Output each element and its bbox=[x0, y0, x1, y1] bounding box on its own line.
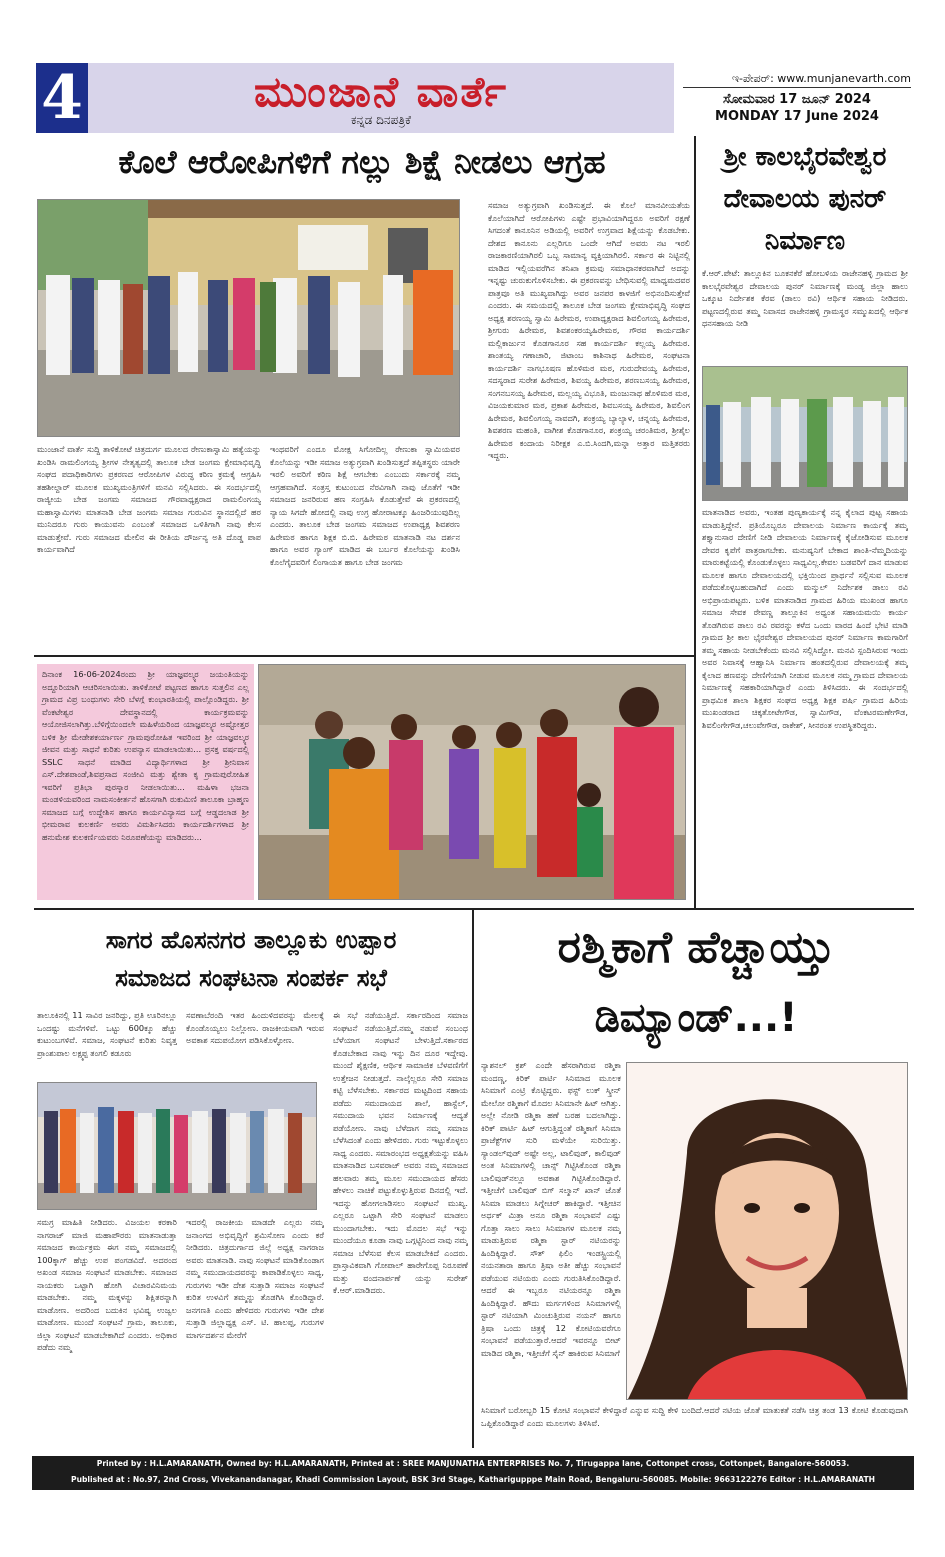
article2-intro: ಕೆ.ಆರ್.ಪೇಟೆ: ತಾಲ್ಲೂಕಿನ ಬೂಕನಕೆರೆ ಹೋಬಳಿಯ ರಾಜೇನಹಳ್ಳಿ ಗ್ರಾಮದ ಶ್ರೀ ಕಾಲಭೈರವೇಶ್ವರ ದೇವಾಲಯ ಪುನರ್ ನಿರ್ಮಾಣಕ್ಕೆ ಮಂಡ್ಯ ಜಿಲ್ಲಾ ಹಾಲು ಒಕ್ಕೂಟ ನಿರ್ದೇಶಕ ಕೆರವ (ಡಾಲು ರವಿ) ಆರ್ಥಿಕ ಸಹಾಯ ನೀಡಿದರು. ಪಟ್ಟಣದಲ್ಲಿರುವ ತಮ್ಮ ನಿವಾಸದ ರಾಜೇನಹಳ್ಳಿ ಗ್ರಾಮಸ್ಥರ ಸಮ್ಮುಖದಲ್ಲಿ ಆರ್ಥಿಕ ಧನಸಹಾಯ ನೀಡಿ bbox=[702, 268, 908, 328]
article2-body: ಮಾತನಾಡಿದ ಅವರು, ಇಂತಹ ಪುಣ್ಯಕಾರ್ಯಕ್ಕೆ ನನ್ನ ಕೈಲಾದ ಪುಟ್ಟ ಸಹಾಯ ಮಾಡುತ್ತಿದ್ದೇನೆ. ಪ್ರತಿಯೊಬ್ಬರೂ ದೇವಾಲಯ ನಿರ್ಮಾಣ ಕಾರ್ಯಕ್ಕೆ ತಮ್ಮ ಶಕ್ತ್ಯಾನುಸಾರ ದೇಣಿಗೆ ನೀಡಿ ದೇವಾಲಯ ನಿರ್ಮಾಣಕ್ಕೆ ಕೈಜೋಡಿಸುವ ಮೂಲಕ ದೇವರ ಕೃಪೆಗೆ ಪಾತ್ರರಾಗಬೇಕು. ಮನುಷ್ಯನಿಗೆ ಬೇಕಾದ ಶಾಂತಿ-ನೆಮ್ಮದಿಯನ್ನು ಮಾರುಕಟ್ಟೆಯಲ್ಲಿ ಕೊಂಡುಕೊಳ್ಳಲು ಸಾಧ್ಯವಿಲ್ಲ.ಕೇವಲ ಬಡವರಿಗೆ ದಾನ ಮಾಡುವ ಮೂಲಕ ಹಾಗೂ ದೇವಾಲಯದಲ್ಲಿ ಭಕ್ತಿಯಿಂದ ಪ್ರಾರ್ಥನೆ ಸಲ್ಲಿಸುವ ಮೂಲಕ ಪಡೆದುಕೊಳ್ಳಬಹುದಾಗಿದೆ ಎಂದು ಮನ್ಮುಲ್ ನಿರ್ದೇಶಕ ಡಾಲು ರವಿ ಅಭಿಪ್ರಾಯಪಟ್ಟರು. ಬಳಿಕ ಮಾತನಾಡಿದ ಗ್ರಾಮದ ಹಿರಿಯ ಮುಖಂಡ ಹಾಗೂ ಸಮಾಜ ಸೇವಕ ರೇವಣ್ಣ ತಾಲ್ಲೂಕಿನ ಅಧ್ಯಂತ ಸಹಾಯಮಯಿ ಕಾರ್ಯ ತೊಡಗಿರುವ ಡಾಲು ರವಿ ರವರನ್ನು ಕಳೆದ ಒಂದು ವಾರದ ಹಿಂದೆ ಭೇಟಿ ಮಾಡಿ ಗ್ರಾಮದ ಶ್ರೀ ಕಾಲ ಭೈರವೇಶ್ವರ ದೇವಾಲಯದ ಪುನರ್ ನಿರ್ಮಾಣ ಕಾಮಗಾರಿಗೆ ತಮ್ಮ ಸಹಾಯ ನೀಡಬೇಕೆಂದು ಮನವಿ ಸಲ್ಲಿಸಿದ್ದೋ. ಮನವಿ ಸ್ಪಂದಿಸಿರುವ ಇಂದು ಅವರ ನಿವಾಸಕ್ಕೆ ಆಹ್ವಾನಿಸಿ ನಿರ್ಮಾಣ ಹಂತದಲ್ಲಿರುವ ದೇವಾಲಯಕ್ಕೆ ತಮ್ಮ ಕೈಲಾದ ಹಣವನ್ನು ದೇಣಿಗೆಯಾಗಿ ನೀಡುವ ಮೂಲಕ ನಮ್ಮ ಗ್ರಾಮದ ದೇವಾಲಯ ನಿರ್ಮಾಣಕ್ಕೆ ಸಹಕಾರಿಯಾಗಿದ್ದಾರೆ ಎಂದು ತಿಳಿಸಿದರು. ಈ ಸಂದರ್ಭದಲ್ಲಿ ಪ್ರಾಥಮಿಕ ಶಾಲಾ ಶಿಕ್ಷಕರ ಸಂಘದ ಅಧ್ಯಕ್ಷ ಶಿಕ್ಷಕ ಪರ್ಷಿ ಗ್ರಾಮದ ಹಿರಿಯ ಮುಖಂಡರಾದ ಚಿಕ್ಕತೋಟೇಗೌಡ, ಸ್ವಾಮಿಗೌಡ, ವೆಂಕಟರಮಣೇಗೌಡ, ಶಿವಲಿಂಗೇಗೌಡ,ಚಲುವೇಗೌಡ, ರಾಕೇಶ್, ಸೀನರಂತ ಉಪಸ್ಥಿತರಿದ್ದರು. bbox=[702, 507, 908, 730]
article3-text-box: ದಿನಾಂಕ 16-06-2024ರಂದು ಶ್ರೀ ಯಾಜ್ಞವಲ್ಕ್ಯರ ಜಯಂತಿಯನ್ನು ಅದ್ದೂರಿಯಾಗಿ ಆಚರಿಸಲಾಯಿತು. ತಾಳಿಕೋಟೆ ಪಟ್ಟಣದ ಹಾಗೂ ಸುತ್ತಲಿನ ಎಲ್ಲ ಗ್ರಾಮದ ವಿಪ್ರ ಬಂಧುಗಳು ಸೇರಿ ಬೆಳಗ್ಗೆ ಕುಂಭಾರತಿಯಲ್ಲಿ ಪಾಲ್ಗೊಂಡಿದ್ದರು. ಶ್ರೀ ವೆಂಕಟೇಶ್ವರ ದೇವಸ್ಥಾನದಲ್ಲಿ ಕಾರ್ಯಕ್ರಮವನ್ನು ಆಯೋಜಿಸಲಾಗಿತ್ತು.ಬೆಳಿಗ್ಗೆಯಿಂದಲೇ ಮಹಿಳೆಯರಿಂದ ಯಾಜ್ಞವಲ್ಕ್ಯರ ಅಷ್ಟೋತ್ತರ ಬಳಿಕ ಶ್ರೀ ಮೇಡೇಶಕರ್ಯಾರ್ಣ ಗ್ರಾಮಪುರೋಹಿತ ಇವರಿಂದ ಶ್ರೀ ಯಾಜ್ಞವಲ್ಕ್ಯರ ಜೀವನ ಮತ್ತು ಸಾಧನೆ ಕುರಿತು ಉಪನ್ಯಾಸ ಮಾಡಲಾಯಿತು... ಪ್ರಸಕ್ತ ವರ್ಷದಲ್ಲಿ SSLC ಸಾಧನೆ ಮಾಡಿದ ವಿದ್ಯಾರ್ಥಿಗಳಾದ ಶ್ರೀ ಶ್ರೀನಿವಾಸ ಎಸ್.ದೇಶಪಾಂಡೆ,ಶಿವಪ್ರಸಾದ ಸಂಜೀವಿ ಮತ್ತು ಶ್ವೇತಾ ಕೃ ಗ್ರಾಮಪುರೋಹಿತ ಇವರಿಗೆ ಪ್ರತಿಭಾ ಪುರಸ್ಕಾರ ನೀಡಲಾಯಿತು... ಮಹಿಳಾ ಭಜನಾ ಮಂಡಳಿಯವರಿಂದ ನಾಮಸಂಕೀರ್ತನೆ ಹೊಸಗಾಗಿ ರುಕುಮಿಣಿ ತಾಲೂಕಾ ಬ್ರಾಹ್ಮಣ ಸಮಾಜದ ಬಗ್ಗೆ ಉದ್ದೇಶಿಸ ಹಾಗೂ ಕಾರ್ಯವಿನ್ಯಾಸದ ಬಗ್ಗೆ ಆಡ್ಡದಲಾಡ ಶ್ರೀ ಭೀಮರಾವ ಕುಲಕರ್ಣಿ ಅವರು ವಿಮರ್ಶಿಸಿದರು ಕಾರ್ಯದರ್ಶಿಗಳಾದ ಶ್ರೀ ಹನುಮೇಶ ಕುಲಕರ್ಣಿಯವರು ನಿರೂಪಣೆಯನ್ನು ಮಾಡಿದರು... bbox=[37, 664, 254, 900]
imprint-line-2: Published at : No.97, 2nd Cross, Vivekanandanagar, Khadi Commission Layout, BSK 3rd Stage, Katharigupppe Main Road, Bengaluru-560085. Mobile: 9663122276 Editor : H.L.AMARANATH bbox=[71, 1475, 875, 1484]
article5-headline-line2: ಡಿಮ್ಯಾಂಡ್...! bbox=[594, 995, 798, 1041]
article1-photo bbox=[37, 199, 460, 437]
imprint-line-1: Printed by : H.L.AMARANATH, Owned by: H.L.AMARANATH, Printed at : SREE MANJUNATHA ENTERPRISES No. 7, Tirugappa lane, Cottonpet cross, Cottonpet, Bangalore-560053. bbox=[96, 1459, 850, 1468]
article5-photo bbox=[626, 1062, 908, 1400]
article4-bottom-column-1: ಸಮಗ್ರ ಮಾಹಿತಿ ನೀಡಿದರು. ವಿಜಯಲ ಕರಕಾರಿ ನಾಗರಾಜ್ ಮಾಜಿ ಮಹಾಪೌರರು ಮಾತನಾಡುತ್ತಾ ಸಮಾಜದ ಕಾರ್ಯಕ್ರಮ ಈಗ ನಮ್ಮ ಸಮಾಜದಲ್ಲಿ 100ಕ್ಕಾಗ್ ಹೆಚ್ಚು ಉಪ ಪಂಗಡವಿದೆ. ಅದರಂದ ಅಖಂಡ ಸಮಾಜ ಸಂಘಟನೆ ಮಾಡಬೇಕು. ಸಮಾಜದ ನಾಯಕರು ಒಟ್ಟಾಗಿ ಹೋಗಿ ವಿಚಾರವಿನಿಮಯ ಮಾಡಬೇಕು. ನಮ್ಮ ಮಕ್ಕಳನ್ನು ಶಿಕ್ಷಿತರನ್ನಾಗಿ ಮಾಡೋಣ. ಅದರಿಂದ ಬದುಕಿನ ಭವಿಷ್ಯ ಉಜ್ವಲ ಮಾಡೋಣ. ಮುಂದೆ ಸಂಘಟನೆ ಗ್ರಾಮ, ತಾಲೂಕು, ಜಿಲ್ಲಾ ಸಂಘಟನೆ ಮಾಡಬೇಕಾಗಿದೆ ಎಂದರು. ಅಧಿಕಾರ ಪಡೆದು ನಮ್ಮ bbox=[37, 1217, 177, 1352]
column-divider bbox=[694, 136, 696, 908]
website-link[interactable]: ಇ-ಪೇಪರ್: www.munjanevarth.com bbox=[683, 72, 911, 88]
masthead-tagline: ಕನ್ನಡ ದಿನಪತ್ರಿಕೆ bbox=[350, 113, 411, 127]
article4-headline-line2: ಸಮಾಜದ ಸಂಘಟನಾ ಸಂಪರ್ಕ ಸಭೆ bbox=[115, 964, 387, 992]
article4-bottom-column-2: ಇದರಲ್ಲಿ ರಾಜಕೀಯ ಮಾಡದೇ ಎಲ್ಲರು ನಮ್ಮ ಜನಾಂಗದ ಅಭಿವೃದ್ಧಿಗೆ ಶ್ರಮಿಸೋಣ ಎಂದು ಕರೆ ನೀಡಿದರು. ಚಿತ್ರದುರ್ಗಾದ ಜಿಲ್ಲೆ ಅಧ್ಯಕ್ಷ ನಾಗರಾಜ ಅವರು ಮಾತನಾಡಿ. ನಾವು ಸಂಘಟನೆ ಮಾಡಿಕೊಂಡಾಗ ನಮ್ಮ ಸಮುದಾಯದವರನ್ನು ಕಾಪಾಡಿಕೊಳ್ಳಲು ಸಾಧ್ಯ, ಗುರುಗಳು ಇಡೀ ದೇಶ ಸುತ್ತಾಡಿ ಸಮಾಜ ಸಂಘಟನೆ ಕುರಿತ ಉಳವಿಗೆ ತಮ್ಮನ್ನು ತೊಡಗಿಸಿ ಕೊಂಡಿದ್ದಾರೆ. ಜನಗಣತಿ ಎಂದು ಹೇಳಿದರು ಗುರುಗಳು ಇಡೀ ದೇಶ ಸುತ್ತಾಡಿ ಜಿಲ್ಲಾಧ್ಯಕ್ಷ ಎಸ್. ಟಿ. ಹಾಲಪ್ಪ, ಗುರುಗಳ ಮಾರ್ಗದರ್ಶನ ಮೇರೆಗೆ bbox=[186, 1217, 324, 1340]
masthead-title: ಮುಂಜಾನೆ ವಾರ್ತೆ bbox=[253, 67, 509, 116]
date-english: MONDAY 17 June 2024 bbox=[715, 109, 879, 124]
imprint-footer bbox=[32, 1456, 914, 1490]
section-divider bbox=[34, 908, 914, 910]
date-kannada: ಸೋಮವಾರ 17 ಜೂನ್ 2024 bbox=[723, 92, 871, 107]
article5-closing: ಸಿನಿಮಾಗೆ ಬರೋಬ್ಬರಿ 15 ಕೋಟಿ ಸಂಭಾವನೆ ಕೇಳಿದ್ದಾರೆ ಎನ್ನುವ ಸುದ್ದಿ ಕೇಳಿ ಬಂದಿದೆ.ಆದರೆ ನಟಿಯ ಜೊತೆ ಮಾತುಕತೆ ನಡೆಸಿ ಚಿತ್ರ ತಂಡ 13 ಕೋಟಿ ಕೊಡುವುದಾಗಿ ಒಪ್ಪಿಕೊಂಡಿದ್ದಾರೆ ಎಂದು ಮೂಲಗಳು ತಿಳಿಸಿವೆ. bbox=[481, 1405, 908, 1428]
article4-column-3: ಈ ಸಭೆ ನಡೆಯುತ್ತಿದೆ. ಸರ್ಕಾರದಿಂದ ಸಮಾಜ ಸಂಘಟನೆ ನಡೆಯುತ್ತಿದೆ.ನಮ್ಮ ನಡುವೆ ಸಂಬಂಧ ಬೆಳೆಯಾಗ ಸಂಘಟನೆ ಬೇಳುತ್ತಿದೆ.ಸರ್ಕಾರದ ಕೊಡಬೇಕಾದ ನಾವು ಇನ್ನು ದಿನ ದೂರ ಇದ್ದೇವು. ಮುಂದೆ ಶೈಕ್ಷಣಿಕ, ಆರ್ಥಿಕ ಸಾಮಾಜಿಕ ಬೆಳವಣಿಗೆಗೆ ಉತ್ತೇಜನ ನೀಡುತ್ತದೆ. ನಾಲ್ಕೆಲ್ಲರೂ ಸೇರಿ ಸಮಾಜ ಕಟ್ಟಿ ಬೆಳೆಸಬೇಕು. ಸರ್ಕಾರದ ಮಟ್ಟದಿಂದ ಸಹಾಯ ಪಡೆದು ಸಮುದಾಯದ ಶಾಲೆ, ಹಾಸ್ಟೆಲ್, ಸಮುದಾಯ ಭವನ ನಿರ್ಮಾಣಕ್ಕೆ ಆದ್ಯತೆ ಪಡೆಯೋಣ. ನಾವು ಬೆಳೆದಾಗ ನಮ್ಮ ಸಮಾಜ ಬೆಳೆಸಿದಂತೆ ಎಂದು ಹೇಳಿದರು. ಗುರು ಇಟ್ಟುಕೊಳ್ಳಲು ಸಾಧ್ಯ ಎಂದರು. ಸಮಾರಂಭದ ಅಧ್ಯಕ್ಷತೆಯನ್ನು ವಹಿಸಿ ಮಾತನಾಡಿದ ಬಸವರಾಜ್ ಅವರು ನಮ್ಮ ಸಮಾಜದ ಹಲವಾರು ತಮ್ಮ ಮೂಲ ಸಮುದಾಯದ ಹೆಸರು ಹೇಳಲು ನಾಚಿಕೆ ಪಟ್ಟುಕೊಳ್ಳುತ್ತಿರುವ ದಿನದಲ್ಲಿ ಇದೆ. ಇದನ್ನು ಹೋಗಲಾಡಿಸಲು ಸಂಘಟನೆ ಮುಖ್ಯ. ಎಲ್ಲರೂ ಒಟ್ಟಾಗಿ ಸೇರಿ ಸಂಘಟನೆ ಮಾಡಲು ಮುಂದಾಗಬೇಕು. ಇದು ಮೊದಲ ಸಭೆ ಇನ್ನು ಮುಂದೆಯೂ ಕೂಡಾ ನಾವು ಒಗ್ಗಟ್ಟಿನಿಂದ ನಾವು ನಮ್ಮ ಸಮಾಜ ಬೆಳೆಸುವ ಕೆಲಸ ಮಾಡಬೇಕಿದೆ ಎಂದರು. ಪ್ರಾಸ್ತಾವಿಕವಾಗಿ ಗೋಪಾಲ್ ಹಾರೇಗೊಪ್ಪ ನಿರೂಪಣೆ ಮತ್ತು ವಂದನಾರ್ಪಣೆ ಯನ್ನು ಸುರೇಶ್ ಕೆ.ಆರ್.ಮಾಡಿದರು. bbox=[333, 1010, 468, 1295]
article2-photo bbox=[702, 366, 908, 501]
section-divider bbox=[34, 655, 694, 657]
article3-photo bbox=[258, 664, 686, 900]
article5-headline-line1: ರಶ್ಮಿಕಾಗೆ ಹೆಚ್ಚಾಯ್ತು bbox=[557, 922, 835, 973]
article5-column-1: ನ್ಯಾಶನಲ್ ಕ್ರಶ್ ಎಂದೇ ಹೆಸರಾಗಿರುವ ರಶ್ಮಿಕಾ ಮಂದಣ್ಣ, ಕಿರಿಕ್ ಪಾರ್ಟಿ ಸಿನಿಮಾದ ಮೂಲಕ ಸಿನಿಮಾಗೆ ಎಂಟ್ರಿ ಕೊಟ್ಟಿದ್ದರು. ಫಸ್ಟ್ ಲುಕ್ ಸ್ಕ್ರೀನ್ ಮೇಲೋ ರಶ್ಮಿಕಾಗೆ ಮೊದಲ ಸಿನಿಮಾನೇ ಹಿಟ್ ಆಗಿತ್ತು. ಅಲ್ಲೇ ನೋಡಿ ರಶ್ಮಿಕಾ ಹಣೆ ಬರಹ ಬದಲಾಗಿದ್ದು. ಕಿರಿಕ್ ಪಾರ್ಟಿ ಹಿಟ್ ಆಗುತ್ತಿದ್ದಂತೆ ರಶ್ಮಿಕಾಗೆ ಸಿನಿಮಾ ಪ್ರಾಜೆಕ್ಟ್‌ಗಳ ಸುರಿ ಮಳೆಯೇ ಸುರಿಯಿತ್ತು. ಸ್ಯಾಂಡಲ್‌ವುಡ್ ಅಷ್ಟೇ ಅಲ್ಲ, ಟಾಲಿವುಡ್, ಕಾಲಿವುಡ್ ಅಂತ ಸಿನಿಮಾಗಳಲ್ಲಿ ಚಾನ್ಸ್ ಗಿಟ್ಟಿಸಿಕೊಂಡ ರಶ್ಮಿಕಾ ಬಾಲಿವುಡ್‌ನಲ್ಲೂ ಅವಕಾಶ ಗಿಟ್ಟಿಸಿಕೊಂಡಿದ್ದಾರೆ. ಇತ್ತೀಚೆಗೆ ಬಾಲಿವುಡ್ ಬಿಗ್ ಸಲ್ಮಾನ್ ಖಾನ್ ಜೊತೆ ಸಿನಿಮಾ ಮಾಡಲು ಸಿಗ್ನೇಚರ್ ಹಾಕಿದ್ದಾರೆ. ಇತ್ತೀಚಿನ ಅರ್ಧಕ್ ಮಿತ್ರಾ ಅನೂ ರಶ್ಮಿಕಾ ಸಂಭಾವನೆ ಎಷ್ಟು ಗೊತ್ತಾ ಸಾಲು ಸಾಲು ಸಿನಿಮಾಗಳ ಮೂಲಕ ನಮ್ಮ ಮಾಡುತ್ತಿರುವ ರಶ್ಮಿಕಾ ಸ್ಟಾರ್ ನಟಿಯರನ್ನು ಹಿಂದಿಕ್ಕಿದ್ದಾರೆ. ಸೌತ್ ಫಿಲಿಂ ಇಂಡಸ್ಟ್ರಿಯಲ್ಲಿ ನಯನತಾರಾ ಹಾಗೂ ತ್ರಿಷಾ ಅತೀ ಹೆಚ್ಚು ಸಂಭಾವನೆ ಪಡೆಯುವ ನಟಿಯರು ಎಂದು ಗುರುತಿಸಿಕೊಂಡಿದ್ದಾರೆ. ಆದರೆ ಈ ಇಬ್ಬರೂ ನಟಿಯರನ್ನೂ ರಶ್ಮಿಕಾ ಹಿಂದಿಕ್ಕಿದ್ದಾರೆ. ಹೌದು ಮರ್ಗಗಳಿಂದ ಸಿನಿಮಾಗಳಲ್ಲಿ ಸ್ಟಾರ್ ನಟಿಯಾಗಿ ಮಿಂಚುತ್ತಿರುವ ನಯನ್ ಹಾಗೂ ತ್ರಿಷಾ ಒಂದು ಚಿತ್ರಕ್ಕೆ 12 ಕೋಟಿಯವರೆಗೂ ಸಂಭಾವನೆ ಪಡೆಯುತ್ತಾರೆ.ಆದರೆ ಇವರನ್ನೂ ಬೀಟ್ ಮಾಡಿದ ರಶ್ಮಿಕಾ, ಇತ್ತೀಚೆಗೆ ಸೈನ್ ಹಾಕಿರುವ ಸಿನಿಮಾಗೆ bbox=[481, 1060, 621, 1358]
article4-top-column-1: ತಾಲೂಕಿನಲ್ಲಿ 11 ಸಾವಿರ ಜನರಿದ್ದು, ಪ್ರತಿ ಊರಿನಲ್ಲೂ ಒಂದಷ್ಟು ಮನೆಗಳಿವೆ. ಒಟ್ಟು 600ಕ್ಕೂ ಹೆಚ್ಚು ಕುಟುಂಬಗಳಿವೆ. ಸಮಾಜ, ಸಂಘಟನೆ ಕುರಿತು ನಿವೃತ್ತ ಪ್ರಾಂಶುಪಾಲ ಲಕ್ಷ್ಮಪ್ಪ ತಂಗಲಿ ಕಡೂರು bbox=[37, 1010, 177, 1058]
page-number: 4 bbox=[36, 63, 88, 133]
column-divider bbox=[472, 910, 474, 1448]
article1-headline: ಕೊಲೆ ಆರೋಪಿಗಳಿಗೆ ಗಲ್ಲು ಶಿಕ್ಷೆ ನೀಡಲು ಆಗ್ರಹ bbox=[118, 143, 606, 181]
article1-column-1: ಮುಂಜಾನೆ ವಾರ್ತೆ ಸುದ್ದಿ ತಾಳಿಕೋಟೆ ಚಿತ್ರದುರ್ಗ ಮೂಲದ ರೇಣುಕಾಸ್ವಾಮಿ ಹತ್ಯೆಯನ್ನು ಖಂಡಿಸಿ ರಾಮಲಿಂಗಯ್ಯ ಶ್ರೀಗಳ ನೇತೃತ್ವದಲ್ಲಿ ತಾಲೂಕ ಬೇಡ ಜಂಗಮ ಕ್ಷೇಮಾಭಿವೃದ್ಧಿ ಸಂಘದ ಪದಾಧಿಕಾರಿಗಳು ಪ್ರಕರಣದ ಆರೋಪಿಗಳ ವಿರುದ್ಧ ಕಠಿಣ ಕ್ರಮಕೈ ಆಗ್ರಹಿಸಿ ತಹಶೀಲ್ದಾರ್ ಮೂಲಕ ಮುಖ್ಯಮಂತ್ರಿಗಳಿಗೆ ಮನವಿ ಸಲ್ಲಿಸಿದರು. ಈ ಸಂದರ್ಭದಲ್ಲಿ ರಾಜ್ಯೀಯ ಬೇಡ ಜಂಗಮ ಸಮಾಜದ ಗೌರವಾಧ್ಯಕ್ಷರಾದ ರಾಮಲಿಂಗಯ್ಯ ಮಹಾಸ್ವಾಮಿಗಳು ಮಾತನಾಡಿ ಬೇಡ ಜಂಗಮ ಸಮಾಜ ಗುರುವಿನ ಸ್ಥಾನದಲ್ಲಿದೆ ಹರ ಮುನಿದರೂ ಗುರು ಕಾಯುವನು ಎಂಬಂತೆ ಸಮಾಜದ ಒಳಿತಿಗಾಗಿ ನಾವು ಕೆಲಸ ಮಾಡುತ್ತೇವೆ. ಗುರು ಸಮಾಜದ ಮೇಲಿನ ಈ ರೀತಿಯ ದೌರ್ಜನ್ಯ ಅತಿ ದೊಡ್ಡ ಪಾಪ ಕಾರ್ಯವಾಗಿದೆ bbox=[37, 444, 261, 554]
article1-column-2: ಇಂಥವರಿಗೆ ಎಂದೂ ಮೋಕ್ಷ ಸಿಗೋದಿಲ್ಲ ರೇಣುಕಾ ಸ್ವಾಮಿಯವರ ಕೊಲೆಯನ್ನು ಇಡೀ ಸಮಾಜ ಅತ್ಯುಗ್ರವಾಗಿ ಖಂಡಿಸುತ್ತದೆ ತಪ್ಪಿತಸ್ಥರು ಯಾರೇ ಇರಲಿ ಅವರಿಗೆ ಕಠಿಣ ಶಿಕ್ಷೆ ಆಗಬೇಕು ಎಂಬುದು ಸರ್ಕಾರಕ್ಕೆ ನಮ್ಮ ಆಗ್ರಹವಾಗಿದೆ. ಸಂತ್ರಸ್ತ ಕುಟುಂಬದ ನೆರವಿಗಾಗಿ ನಾವು ಜೊತೆಗೆ ಇಡೀ ಸಮಾಜದ ಜನರಿರುವ ಹಣ ಸಂಗ್ರಹಿಸಿ ಕೊಡುತ್ತೇವೆ ಈ ಪ್ರಕರಣದಲ್ಲಿ ನ್ಯಾಯ ಸಿಗದೇ ಹೋದಲ್ಲಿ ನಾವು ಉಗ್ರ ಹೋರಾಟಕ್ಕೂ ಹಿಂಜರಿಯುವುದಿಲ್ಲ ಎಂದರು. ತಾಲೂಕ ಬೇಡ ಜಂಗಮ ಸಮಾಜದ ಉಪಾಧ್ಯಕ್ಷ ಶಿವಶರಣ ಹಿರೇಮಠ ಹಾಗೂ ಶಿಕ್ಷಕ ಬಿ.ಬಿ. ಹಿರೇಮಠ ಮಾತನಾಡಿ ನಟ ದರ್ಶನ ಹಾಗೂ ಅವರ ಗ್ಯಾಂಗ್ ಮಾಡಿದ ಈ ಬರ್ಬರ ಕೊಲೆಯನ್ನು ಖಂಡಿಸಿ ಕೊಲೆಗೈದವರಿಗೆ ಲಿಂಗಾಯತ ಹಾಗೂ ಬೇಡ ಜಂಗಮ bbox=[270, 444, 460, 567]
issue-meta bbox=[683, 72, 911, 132]
article1-column-3: ಸಮಾಜ ಅತ್ಯುಗ್ರವಾಗಿ ಖಂಡಿಸುತ್ತದೆ. ಈ ಕೊಲೆ ಮಾನವೀಯತೆಯ ಕೊಲೆಯಾಗಿದೆ ಆರೋಪಿಗಳು ಎಷ್ಟೇ ಪ್ರಭಾವಿಯಾಗಿದ್ದರೂ ಅವರಿಗೆ ರಕ್ಷಣೆ ಸಿಗದಂತೆ ಕಾನೂನಿನ ಅಡಿಯಲ್ಲಿ ಅವರಿಗೆ ಉಗ್ರವಾದ ಶಿಕ್ಷೆಯನ್ನು ಕೊಡಬೇಕು. ದೇಶದ ಕಾನೂನು ಎಲ್ಲರಿಗೂ ಒಂದೇ ಆಗಿದೆ ಅವರು ನಟ ಇರಲಿ ರಾಜಕಾರಣಿಯಾಗಿರಲಿ ಒಬ್ಬ ಸಾಮಾನ್ಯ ವ್ಯಕ್ತಿಯಾಗಿರಲಿ. ಸರ್ಕಾರ ಈ ನಿಟ್ಟಿನಲ್ಲಿ ಮಾಡಿದ ಇಲ್ಲಿಯವರೆಗಿನ ತನಿಖಾ ಕ್ರಮವು ಸಮಾಧಾನಕರವಾಗಿದೆ ಅದನ್ನು ಇನ್ನಷ್ಟು ಚುರುಕುಗೊಳಿಸಬೇಕು. ಈ ಪ್ರಕರಣವನ್ನು ಬೇಧಿಸುವಲ್ಲಿ ಮಾಧ್ಯಮದವರ ಪಾತ್ರವೂ ಅತಿ ಮುಖ್ಯವಾಗಿದ್ದು ಅವರ ಜನಪರ ಕಾಳಜಿಗೆ ಅಭಿನಂದಿಸುತ್ತೇವೆ ಎಂದರು. ಈ ಸಮಯದಲ್ಲಿ ತಾಲೂಕ ಬೇಡ ಜಂಗಮ ಕ್ಷೇಮಾಭಿವೃದ್ಧಿ ಸಂಘದ ಅಧ್ಯಕ್ಷ ಶರಣಯ್ಯ ಸ್ವಾಮಿ ಹಿರೇಮಠ, ಉಪಾಧ್ಯಕ್ಷರಾದ ಶಿವಲಿಂಗಯ್ಯ ಹಿರೇಮಠ, ಶ್ರೀಗುರು ಹಿರೇಮಠ, ಶಿವಶಂಕರಯ್ಯಹಿರೇಮಠ, ಗೌರವ ಕಾರ್ಯದರ್ಶಿ ಮಲ್ಲಿಕಾರ್ಜುನ ಕೊಡಗಾನೂರ ಸಹ ಕಾರ್ಯದರ್ಶಿ ಕಲ್ಲಯ್ಯ ಹಿರೇಮಠ. ಶಾಂತಯ್ಯ ಗಣಾಚಾರಿ, ಜಿಟಾಂಬ ಕಾಶಿನಾಥ ಹಿರೇಮಠ, ಸಂಘಟನಾ ಕಾರ್ಯದರ್ಶಿ ನಾಗಭೂಷಣ ಹೊಳಿಮಠ ಮಠ, ಗುರುದೇವಯ್ಯ ಹಿರೇಮಠ, ಸದಸ್ಯರಾದ ಸುರೇಶ ಹಿರೇಮಠ, ಶಿವಯ್ಯ ಹಿರೇಮಠ, ಶರಣಬಸಯ್ಯ ಹಿರೇಮಠ, ಸಂಗನಬಸಯ್ಯ ಹಿರೇಮಠ, ಮಲ್ಲಯ್ಯ ವಿಭೂತಿ, ಮಂಜುನಾಥ ಹೊಳಿಮಠ ಮಠ, ವಿಜಯಕುಮಾರ ಮಠ, ಪ್ರಕಾಶ ಹಿರೇಮಠ, ಶಿವಬಸಯ್ಯ ಹಿರೇಮಠ, ಶಿವಲಿಂಗ ಹಿರೇಮಠ, ಶಿವಲಿಂಗಯ್ಯ ನಾವದಗಿ, ಶಂಕ್ರಯ್ಯ ಬ್ಯಾಲ್ಯಾಳ, ಚನ್ನಯ್ಯ ಹಿರೇಮಠ, ಶಿವಶರಣ ಮಹಂತಿ, ವಾಗೀಶ ಕೊಡಗಾನೂರ, ಶಂಕ್ರಯ್ಯ ಚರಂತಿಮಠ, ಶ್ರೀಶೈಲ ಹಿರೇಮಠ ಕಂದಾಯ ನಿರೀಕ್ಷಕ ಎ.ಬಿ.ಸಿಂದಗಿ,ಮನ್ನಾ ಅತ್ತಾರ ಮತ್ತಿತರರು ಇದ್ದರು. bbox=[488, 200, 690, 460]
article4-photo bbox=[37, 1082, 317, 1210]
article2-headline: ಶ್ರೀ ಕಾಲಭೈರವೇಶ್ವರ ದೇವಾಲಯ ಪುನರ್ ನಿರ್ಮಾಣ bbox=[723, 142, 887, 256]
article4-top-column-2: ಸವಣಾಬೆರಂದಿ ಇತರ ಹಿಂದುಳಿದವರನ್ನು ಮೇಲಕ್ಕೆ ಕೊಂಡೊಯ್ಯಲು ನಿಲ್ಲೋಣ. ರಾಜಕೀಯವಾಗಿ ಇರುವ ಅವಕಾಶ ಸದುಪಯೋಗ ಪಡಿಸಿಕೊಳ್ಳೋಣ. bbox=[186, 1010, 324, 1045]
article4-headline-line1: ಸಾಗರ ಹೊಸನಗರ ತಾಲ್ಲೂಕು ಉಪ್ಪಾರ bbox=[105, 926, 397, 954]
